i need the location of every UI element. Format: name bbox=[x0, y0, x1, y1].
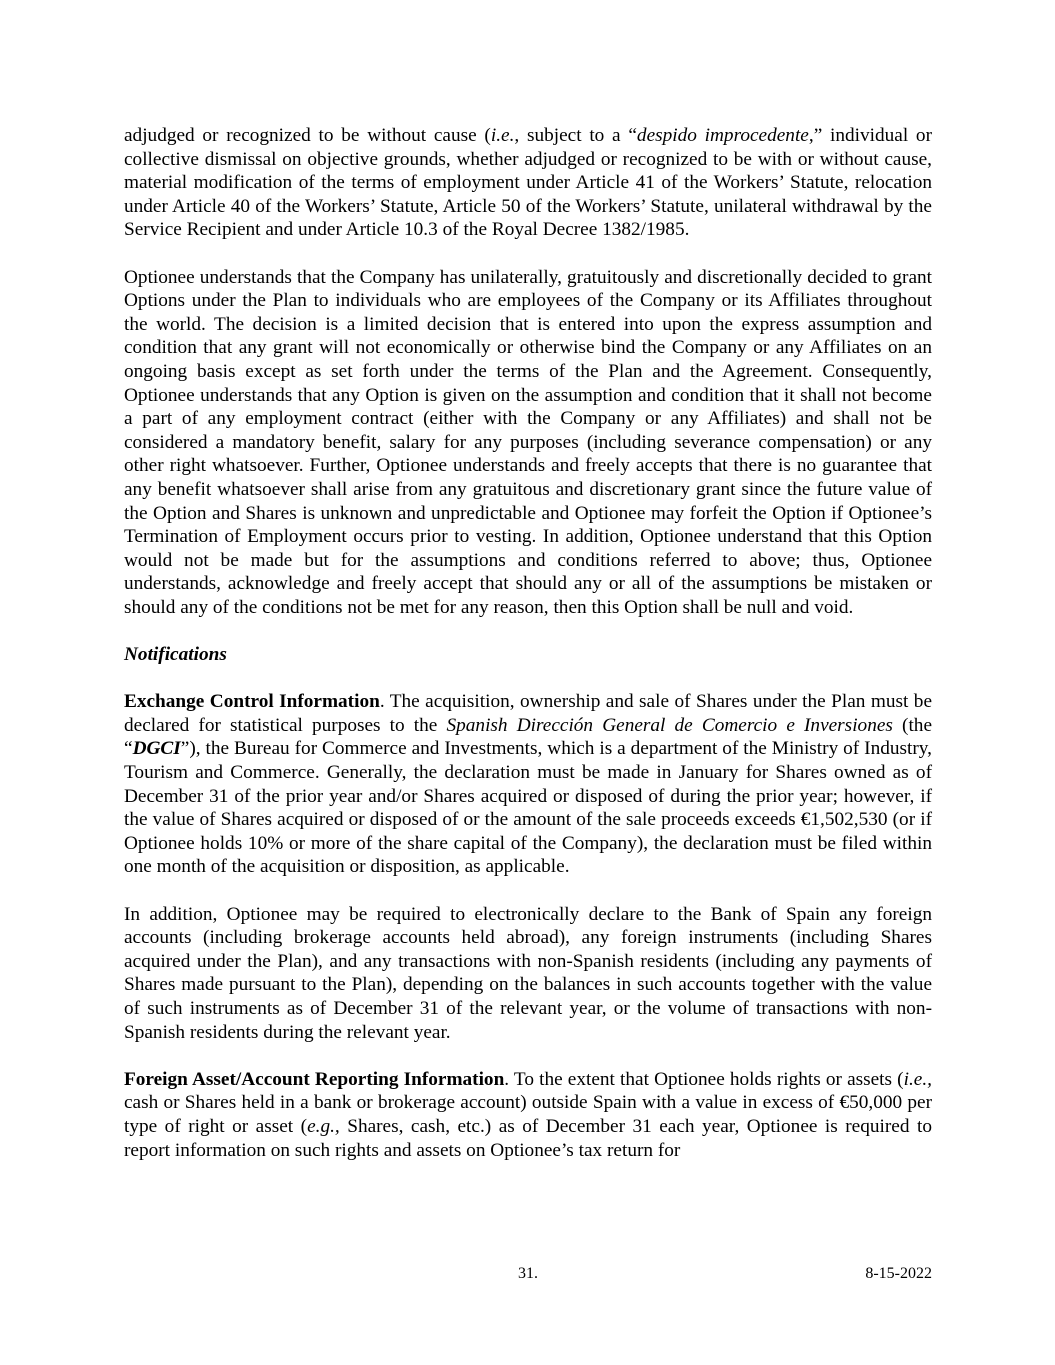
text-run: cash or Shares held in a bank or brokerage account) outside Spain with a value in excess of €50,000 per type of right or asset ( bbox=[124, 1092, 932, 1137]
paragraph-foreign-asset-reporting bbox=[124, 1068, 932, 1162]
italic-ie: i.e. bbox=[490, 125, 515, 146]
paragraph-discretionary-grant: Optionee understands that the Company has unilaterally, gratuitously and discretionally decided to grant Options under the Plan to individuals who are employees of the Company or its Affiliates throughout the world. The decision is a limited decision that is entered into upon the express assumption and condition that any grant will not economically or otherwise bind the Company or any Affiliates on an ongoing basis except as set forth under the terms of the Plan and the Agreement. Consequently, Optionee understands that any Option is given on the assumption and condition that it shall not become a part of any employment contract (either with the Company or any Affiliates) and shall not be considered a mandatory benefit, salary for any purposes (including severance compensation) or any other right whatsoever. Further, Optionee understands and freely accepts that there is no guarantee that any benefit whatsoever shall arise from any gratuitous and discretionary grant since the future value of the Option and Shares is unknown and unpredictable and Optionee may forfeit the Option if Optionee’s Termination of Employment occurs prior to vesting. In addition, Optionee understand that this Option would not be made but for the assumptions and conditions referred to above; thus, Optionee understands, acknowledge and freely accept that should any or all of the assumptions be mistaken or should any of the conditions not be met for any reason, then this Option shall be null and void. bbox=[124, 266, 932, 618]
italic-dgci-full-name: Spanish Dirección General de Comercio e Inversiones bbox=[446, 714, 893, 736]
text-run: adjudged or recognized to be without cause ( bbox=[124, 125, 491, 146]
page-number: 31. bbox=[518, 1265, 538, 1282]
text-run: (the “ bbox=[124, 714, 932, 760]
bold-italic-dgci: DGCI bbox=[132, 738, 181, 760]
text-run: ”), the Bureau for Commerce and Investments, which is a department of the Ministry of Industry, Tourism and Commerce. Generally, the declaration must be made in January for Shares owned as of December 31 of the prior year and/or Shares acquired or disposed of during the prior year; however, if the value of Shares acquired or disposed of or the amount of the sale proceeds exceeds €1,502,530 (or if Optionee holds 10% or more of the share capital of the Company), the declaration must be filed within one month of the acquisition or disposition, as applicable. bbox=[124, 738, 932, 878]
text-run: Shares, cash, etc.) as of December 31 each year, Optionee is required to report information on such rights and assets on Optionee’s tax return for bbox=[124, 1115, 932, 1161]
footer-date: 8-15-2022 bbox=[865, 1265, 932, 1282]
bold-foreign-asset-title: Foreign Asset/Account Reporting Information bbox=[124, 1068, 505, 1090]
bold-exchange-control-title: Exchange Control Information bbox=[124, 691, 380, 713]
italic-despido-improcedente: despido improcedente bbox=[636, 125, 809, 146]
paragraph-bank-of-spain: In addition, Optionee may be required to electronically declare to the Bank of Spain any foreign accounts (including brokerage accounts held abroad), any foreign instruments (including Shares acquired under the Plan), and any transactions with non-Spanish residents (including any payments of Shares made pursuant to the Plan), depending on the balances in such accounts together with the value of such instruments as of December 31 of the relevant year, or the volume of transactions with non-Spanish residents during the relevant year. bbox=[124, 903, 932, 1043]
paragraph-dismissal-terms bbox=[124, 124, 932, 242]
page-footer bbox=[124, 1265, 932, 1289]
italic-ie: i.e., bbox=[903, 1068, 932, 1090]
text-run: . The acquisition, ownership and sale of Shares under the Plan must be declared for statistical purposes to the bbox=[124, 691, 932, 736]
text-run: ,” individual or collective dismissal on objective grounds, whether adjudged or recognized to be with or without cause, material modification of the terms of employment under Article 41 of the Workers’ Statute, relocation under Article 40 of the Workers’ Statute, Article 50 of the Workers’ Statute, unilateral withdrawal by the Service Recipient and under Article 10.3 of the Royal Decree 1382/1985. bbox=[124, 125, 932, 241]
document-body bbox=[124, 124, 932, 1186]
italic-eg: e.g., bbox=[307, 1115, 340, 1137]
section-heading-notifications: Notifications bbox=[124, 644, 227, 666]
paragraph-exchange-control bbox=[124, 690, 932, 879]
text-run: , subject to a “ bbox=[514, 125, 637, 146]
text-run: . To the extent that Optionee holds rights or assets ( bbox=[504, 1068, 904, 1090]
